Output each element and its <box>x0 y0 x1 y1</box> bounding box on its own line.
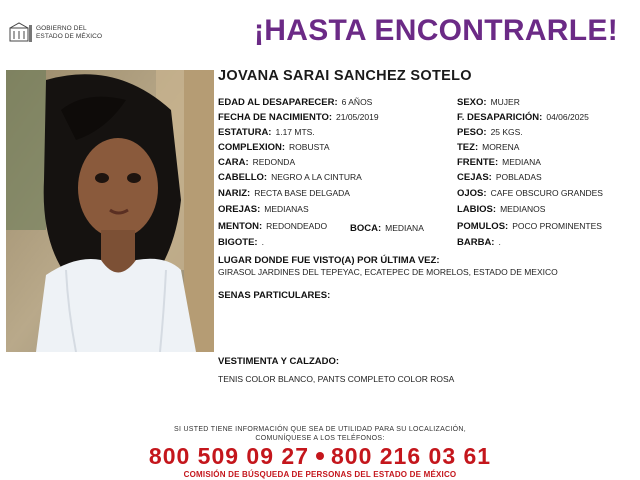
field-value: MORENA <box>482 142 520 152</box>
field-value: REDONDEADO <box>266 221 328 231</box>
field-ojos <box>457 187 603 200</box>
field-value: NEGRO A LA CINTURA <box>271 172 362 182</box>
phone-1[interactable]: 800 509 09 27 <box>148 443 309 469</box>
field-value: . <box>498 237 501 247</box>
field-frente <box>457 156 541 169</box>
field-menton <box>218 220 327 233</box>
logo-text <box>36 25 102 40</box>
field-value: MEDIANOS <box>500 204 546 214</box>
field-label: F. DESAPARICIÓN: <box>457 112 543 123</box>
field-value: CAFE OBSCURO GRANDES <box>490 188 603 198</box>
field-cejas <box>457 171 542 184</box>
field-label: OREJAS: <box>218 204 261 215</box>
field-orejas <box>218 203 309 216</box>
field-tez <box>457 141 519 154</box>
field-complexion <box>218 141 330 154</box>
field-labios <box>457 203 545 216</box>
last-seen-text: GIRASOL JARDINES DEL TEPEYAC, ECATEPEC DE MORELOS, ESTADO DE MEXICO <box>218 267 558 277</box>
field-edad <box>218 96 372 109</box>
person-name: JOVANA SARAI SANCHEZ SOTELO <box>218 68 472 84</box>
field-label: CARA: <box>218 157 249 168</box>
headline: ¡HASTA ENCONTRARLE! <box>254 14 619 47</box>
phone-numbers <box>0 443 640 470</box>
field-label: COMPLEXION: <box>218 142 286 153</box>
field-label: FECHA DE NACIMIENTO: <box>218 112 332 123</box>
field-value: POBLADAS <box>495 172 542 182</box>
field-value: 04/06/2025 <box>546 112 589 122</box>
senas-title: SENAS PARTICULARES: <box>218 290 331 301</box>
field-cara <box>218 156 295 169</box>
missing-person-photo <box>6 70 214 352</box>
field-nariz <box>218 187 350 200</box>
photo-illustration <box>6 70 214 352</box>
field-fecha-nacimiento <box>218 111 379 124</box>
field-label: CEJAS: <box>457 172 492 183</box>
field-value: 1.17 MTS. <box>275 127 315 137</box>
field-label: EDAD AL DESAPARECER: <box>218 97 338 108</box>
field-label: LABIOS: <box>457 204 497 215</box>
field-fecha-desaparicion <box>457 111 589 124</box>
last-seen-title: LUGAR DONDE FUE VISTO(A) POR ÚLTIMA VEZ: <box>218 255 440 266</box>
field-label: FRENTE: <box>457 157 499 168</box>
field-label: BARBA: <box>457 237 495 248</box>
clothing-text: TENIS COLOR BLANCO, PANTS COMPLETO COLOR ROSA <box>218 374 455 384</box>
field-label: BIGOTE: <box>218 237 258 248</box>
field-label: MENTON: <box>218 221 263 232</box>
phone-2[interactable]: 800 216 03 61 <box>331 443 492 469</box>
field-value: RECTA BASE DELGADA <box>254 188 350 198</box>
field-value: ROBUSTA <box>289 142 330 152</box>
field-bigote <box>218 236 264 249</box>
government-logo <box>8 22 118 44</box>
footer-note-line-1: SI USTED TIENE INFORMACIÓN QUE SEA DE UTILIDAD PARA SU LOCALIZACIÓN, <box>173 426 467 433</box>
logo-line-1: GOBIERNO DEL <box>36 25 87 32</box>
field-cabello <box>218 171 362 184</box>
state-seal-icon <box>8 22 34 44</box>
footer-note-line-2: COMUNÍQUESE A LOS TELÉFONOS: <box>255 435 385 442</box>
field-value: MUJER <box>490 97 520 107</box>
field-label: CABELLO: <box>218 172 268 183</box>
field-label: NARIZ: <box>218 188 251 199</box>
clothing-title: VESTIMENTA Y CALZADO: <box>218 356 340 367</box>
field-barba <box>457 236 501 249</box>
field-label: BOCA: <box>350 223 382 234</box>
field-boca <box>350 222 424 235</box>
field-value: 25 KGS. <box>490 127 523 137</box>
field-value: MEDIANAS <box>264 204 309 214</box>
logo-line-2: ESTADO DE MÉXICO <box>36 32 103 40</box>
field-label: ESTATURA: <box>218 127 272 138</box>
field-label: POMULOS: <box>457 221 509 232</box>
field-value: POCO PROMINENTES <box>512 221 602 231</box>
field-value: . <box>261 237 264 247</box>
field-pomulos <box>457 220 602 233</box>
field-estatura <box>218 126 315 139</box>
field-value: MEDIANA <box>502 157 541 167</box>
field-label: SEXO: <box>457 97 487 108</box>
field-label: TEZ: <box>457 142 479 153</box>
field-label: PESO: <box>457 127 487 138</box>
field-peso <box>457 126 523 139</box>
field-value: 6 AÑOS <box>341 97 373 107</box>
field-sexo <box>457 96 520 109</box>
field-label: OJOS: <box>457 188 487 199</box>
field-value: MEDIANA <box>385 223 424 233</box>
field-value: 21/05/2019 <box>336 112 379 122</box>
bullet-dot-icon <box>316 452 324 460</box>
commission-name: COMISIÓN DE BÚSQUEDA DE PERSONAS DEL ESTADO DE MÉXICO <box>183 470 457 479</box>
field-value: REDONDA <box>252 157 296 167</box>
